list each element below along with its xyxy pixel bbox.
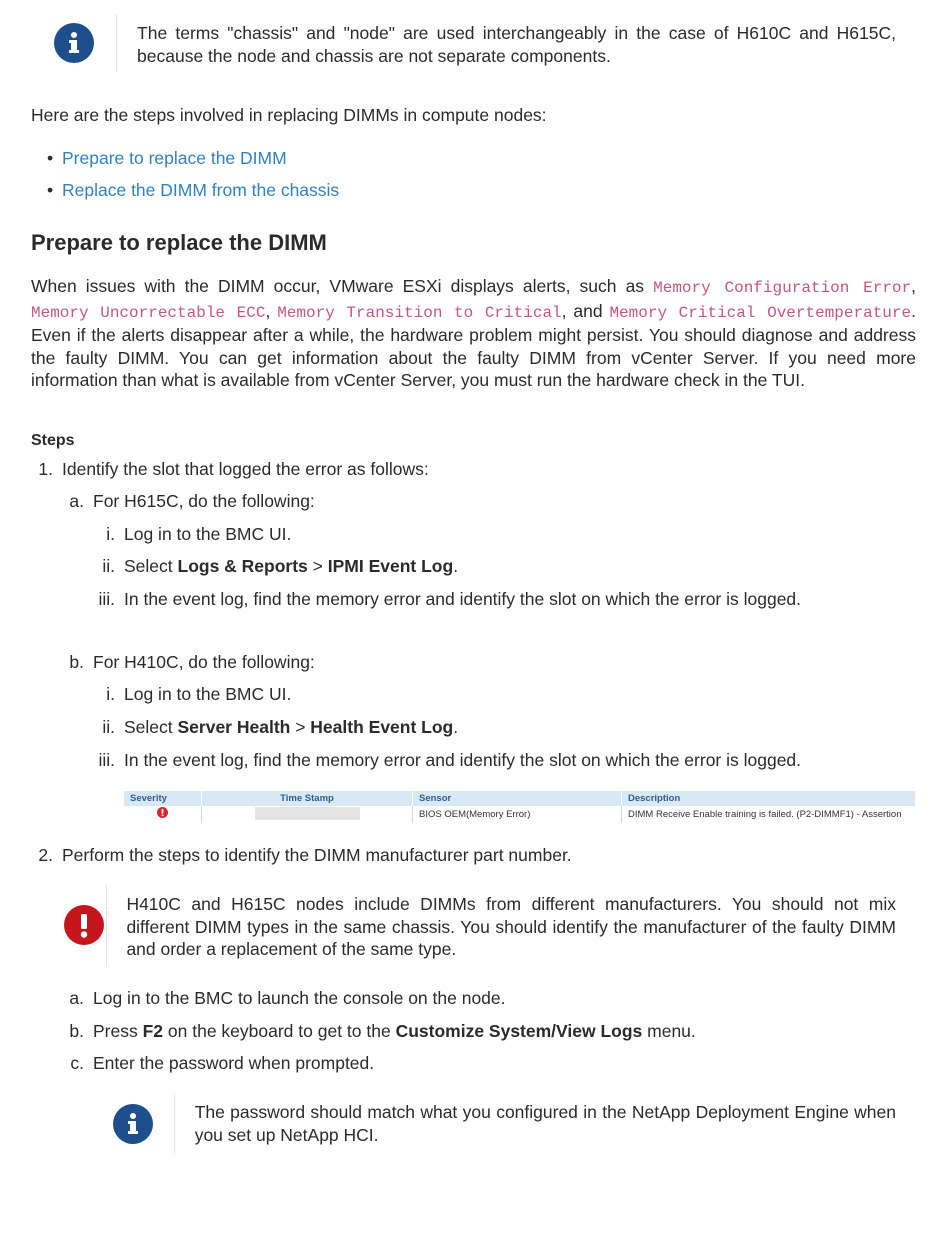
warning-icon bbox=[64, 905, 104, 945]
para-text: , bbox=[265, 300, 278, 321]
timestamp-cell bbox=[202, 806, 413, 823]
col-timestamp: Time Stamp bbox=[202, 791, 413, 806]
step2-text: Perform the steps to identify the DIMM manufacturer part number. bbox=[62, 845, 572, 865]
step2a-text: Log in to the BMC to launch the console on the node. bbox=[93, 988, 506, 1008]
key-f2: F2 bbox=[142, 1021, 164, 1041]
info-icon bbox=[54, 23, 94, 63]
para-text: , and bbox=[561, 300, 610, 321]
roman-number: ii. bbox=[102, 717, 115, 737]
table-header-row bbox=[124, 791, 916, 806]
warning-icon-column bbox=[62, 884, 106, 966]
menu-health-event-log: Health Event Log bbox=[310, 717, 454, 737]
warning-admonition bbox=[62, 884, 896, 966]
step1a-i-text: Log in to the BMC UI. bbox=[124, 524, 292, 544]
menu-server-health: Server Health bbox=[177, 717, 291, 737]
col-sensor: Sensor bbox=[413, 791, 622, 806]
code-memory-uncorrectable-ecc: Memory Uncorrectable ECC bbox=[31, 303, 266, 322]
menu-logs-reports: Logs & Reports bbox=[177, 556, 308, 576]
substep-letter: b. bbox=[69, 1021, 84, 1041]
substep-letter: b. bbox=[69, 652, 84, 672]
bullet-dot: • bbox=[47, 180, 54, 200]
col-severity: Severity bbox=[124, 791, 202, 806]
code-memory-config-error: Memory Configuration Error bbox=[653, 279, 912, 297]
link-replace-dimm[interactable]: Replace the DIMM from the chassis bbox=[62, 180, 340, 200]
section-heading: Prepare to replace the DIMM bbox=[31, 230, 327, 255]
para-text: When issues with the DIMM occur, VMware ESXi displays alerts, such as bbox=[31, 276, 654, 296]
text: Select bbox=[124, 717, 178, 737]
note-icon-column bbox=[93, 1095, 174, 1153]
password-note-text: The password should match what you configured in the NetApp Deployment Engine when you set up NetApp HCI. bbox=[194, 1102, 896, 1145]
description-paragraph bbox=[31, 275, 916, 392]
link-prepare-dimm[interactable]: Prepare to replace the DIMM bbox=[62, 148, 287, 168]
code-memory-transition-critical: Memory Transition to Critical bbox=[277, 303, 562, 322]
text: menu. bbox=[642, 1021, 696, 1041]
menu-customize-system: Customize System/View Logs bbox=[395, 1021, 643, 1041]
code-memory-critical-overtemp: Memory Critical Overtemperature bbox=[609, 303, 912, 322]
step2b-text bbox=[93, 1020, 950, 1043]
menu-ipmi-event-log: IPMI Event Log bbox=[327, 556, 454, 576]
step2c-text: Enter the password when prompted. bbox=[93, 1053, 375, 1073]
roman-number: iii. bbox=[98, 589, 115, 609]
step1a-iii-text: In the event log, find the memory error and identify the slot on which the error is logged. bbox=[124, 589, 802, 609]
step1b-ii-text bbox=[124, 716, 950, 739]
step-number: 1. bbox=[38, 459, 53, 479]
event-log-screenshot bbox=[124, 791, 916, 823]
note-icon-column bbox=[31, 14, 116, 72]
sensor-cell: BIOS OEM(Memory Error) bbox=[413, 806, 622, 823]
text: > bbox=[307, 556, 328, 576]
text: . bbox=[453, 717, 459, 737]
col-description: Description bbox=[622, 791, 916, 806]
error-severity-icon bbox=[157, 807, 168, 818]
table-row bbox=[124, 806, 916, 823]
para-text: , bbox=[911, 276, 916, 296]
warning-text: H410C and H615C nodes include DIMMs from different manufacturers. You should not mix different DIMM types in the same chassis. You should identify the manufacturer of the faulty DIMM and order a replacement of the same type. bbox=[126, 894, 896, 959]
note-admonition bbox=[31, 14, 896, 72]
roman-number: iii. bbox=[98, 750, 115, 770]
password-note-admonition bbox=[93, 1095, 896, 1153]
roman-number: ii. bbox=[102, 556, 115, 576]
info-icon bbox=[113, 1104, 153, 1144]
step1b-iii-text: In the event log, find the memory error and identify the slot on which the error is logged. bbox=[124, 750, 802, 770]
text: on the keyboard to get to the bbox=[163, 1021, 396, 1041]
substep-letter: a. bbox=[69, 988, 84, 1008]
substep-letter: a. bbox=[69, 491, 84, 511]
step-number: 2. bbox=[38, 845, 53, 865]
severity-cell bbox=[124, 806, 202, 823]
step1-text: Identify the slot that logged the error as follows: bbox=[62, 459, 429, 479]
substep-letter: c. bbox=[70, 1053, 84, 1073]
text: Select bbox=[124, 556, 178, 576]
steps-label: Steps bbox=[31, 432, 75, 449]
redacted-timestamp bbox=[255, 807, 360, 820]
intro-text: Here are the steps involved in replacing DIMMs in compute nodes: bbox=[31, 105, 547, 125]
para-text: . Even if the alerts disappear after a while, the hardware problem might persist. You should diagnose and address the faulty DIMM. You can get information about the faulty DIMM from vCenter Server. If you need more information than what is available from vCenter Server, you must run the hardware check in the TUI. bbox=[31, 300, 916, 390]
text: Press bbox=[93, 1021, 143, 1041]
description-cell: DIMM Receive Enable training is failed. (P2-DIMMF1) - Assertion bbox=[628, 808, 902, 820]
step1b-text: For H410C, do the following: bbox=[93, 652, 315, 672]
step1a-ii-text bbox=[124, 555, 950, 578]
note-text: The terms "chassis" and "node" are used interchangeably in the case of H610C and H615C, because the node and chassis are not separate components. bbox=[137, 23, 896, 66]
text: . bbox=[453, 556, 459, 576]
step1a-text: For H615C, do the following: bbox=[93, 491, 315, 511]
text: > bbox=[290, 717, 311, 737]
step1b-i-text: Log in to the BMC UI. bbox=[124, 684, 292, 704]
roman-number: i. bbox=[106, 684, 115, 704]
bullet-dot: • bbox=[47, 148, 54, 168]
roman-number: i. bbox=[106, 524, 115, 544]
event-log-table bbox=[124, 791, 916, 823]
